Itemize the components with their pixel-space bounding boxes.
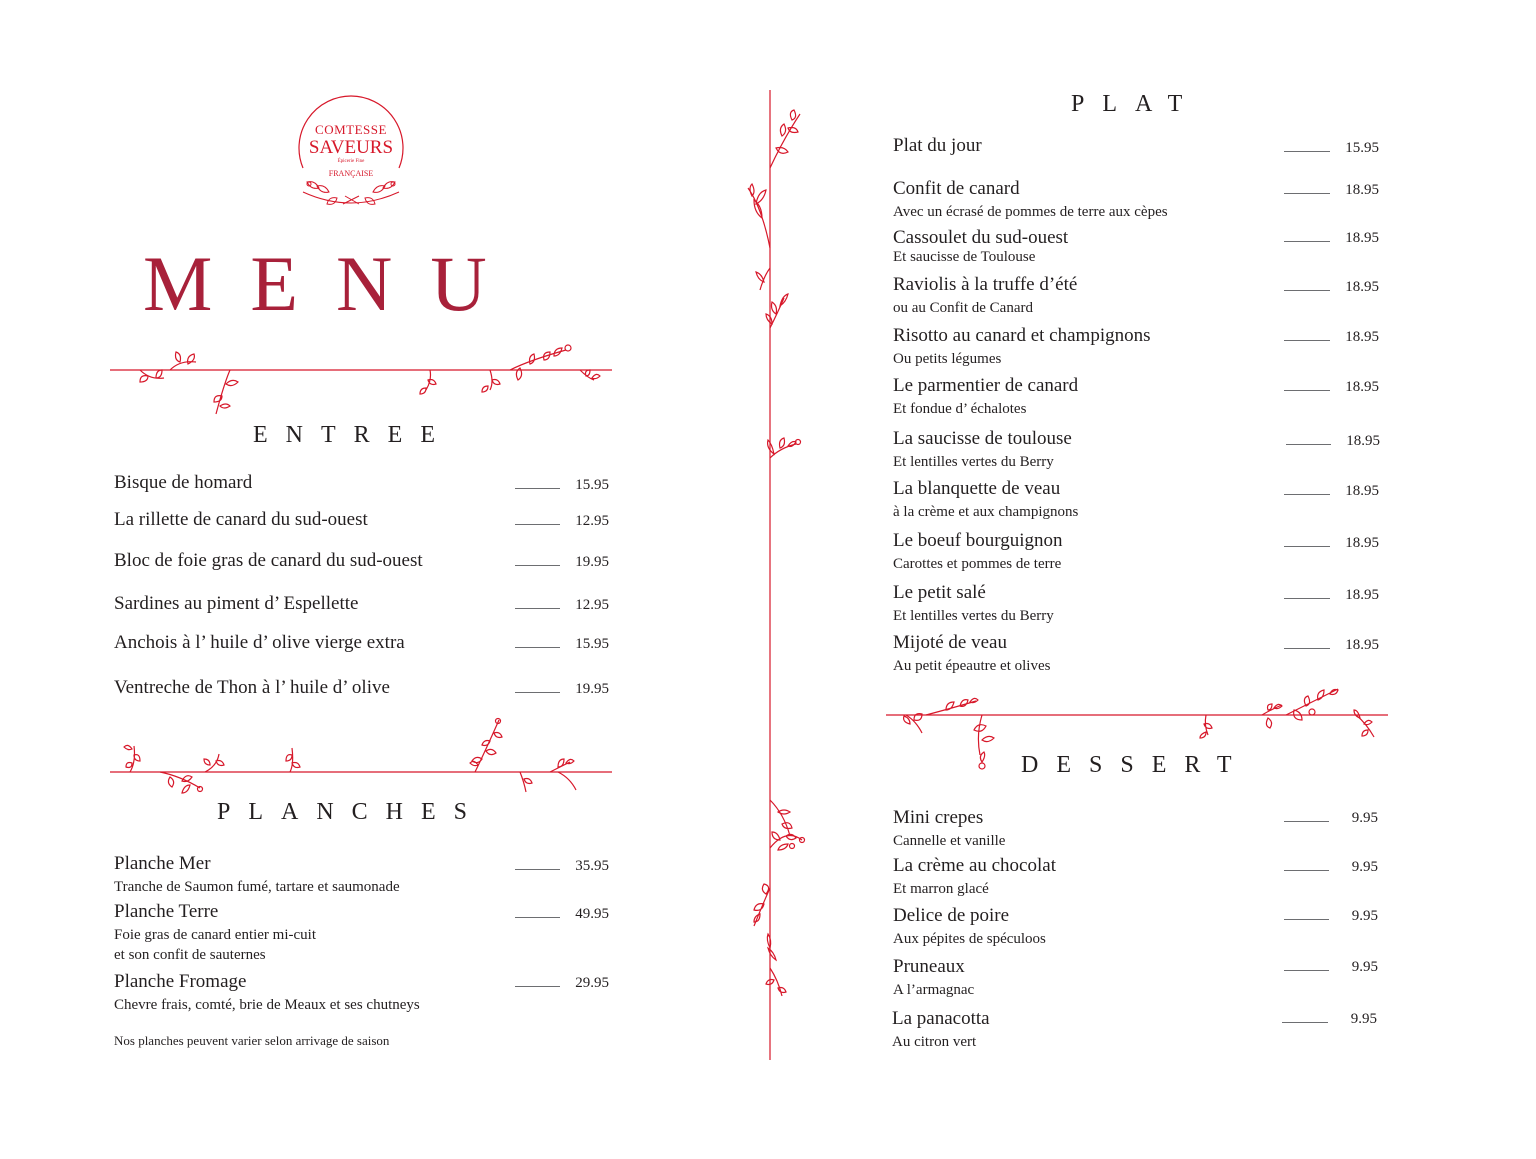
brand-tagline-2: FRANÇAISE [328, 169, 374, 178]
list-item [114, 853, 400, 897]
list-item [893, 956, 974, 1000]
dish-name: Confit de canard [893, 178, 1020, 199]
price-leader [1282, 1022, 1328, 1023]
dish-name: Bisque de homard [114, 472, 253, 493]
dish-price: 9.95 [1351, 908, 1378, 924]
dish-description: Et fondue d’ échalotes [893, 401, 1027, 417]
list-item [114, 472, 252, 494]
vine-icon [740, 88, 830, 1063]
dish-name: La rillette de canard du sud-ouest [114, 509, 368, 530]
dish-price: 18.95 [1345, 230, 1379, 246]
dish-name: Anchois à l’ huile d’ olive vierge extra [114, 632, 405, 653]
dish-name: Cassoulet du sud-ouest [893, 227, 1069, 248]
dish-name: La crème au chocolat [893, 855, 1056, 876]
dish-price: 49.95 [575, 906, 609, 922]
dish-name: Planche Terre [114, 901, 219, 922]
dish-description: Au citron vert [892, 1034, 977, 1050]
list-item [893, 582, 1054, 626]
list-item [893, 227, 1068, 267]
dish-description: ou au Confit de Canard [893, 300, 1033, 316]
list-item [892, 1008, 990, 1052]
list-item [893, 632, 1050, 676]
section-title-planches: PLANCHES [217, 799, 486, 825]
dish-description: A l’armagnac [893, 982, 975, 998]
dish-description: Ou petits légumes [893, 351, 1002, 367]
dish-price: 15.95 [575, 636, 609, 652]
price-leader [515, 524, 560, 525]
dish-description: Carottes et pommes de terre [893, 556, 1062, 572]
dish-name: Ventreche de Thon à l’ huile d’ olive [114, 677, 390, 698]
dish-name: Pruneaux [893, 956, 965, 977]
dish-price: 9.95 [1351, 810, 1378, 826]
dish-name: Mini crepes [893, 807, 984, 828]
dish-description: et son confit de sauternes [114, 947, 266, 963]
dish-name: Le petit salé [893, 582, 986, 603]
list-item [893, 375, 1078, 419]
dish-description: Au petit épeautre et olives [893, 658, 1051, 674]
list-item [893, 135, 982, 157]
dish-description: Chevre frais, comté, brie de Meaux et ses chutneys [114, 997, 420, 1013]
list-item [893, 428, 1072, 472]
list-item [114, 677, 390, 699]
price-leader [1284, 919, 1329, 920]
price-leader [515, 869, 560, 870]
brand-name-line1: COMTESSE [315, 122, 387, 137]
price-leader [1284, 494, 1330, 495]
dish-price: 18.95 [1345, 587, 1379, 603]
list-item [114, 632, 405, 654]
list-item [114, 550, 423, 572]
dish-price: 12.95 [575, 597, 609, 613]
list-item [893, 855, 1056, 899]
dish-name: Le parmentier de canard [893, 375, 1079, 396]
branch-divider-icon [110, 340, 612, 420]
dish-price: 15.95 [575, 477, 609, 493]
dish-price: 19.95 [575, 681, 609, 697]
dish-name: Raviolis à la truffe d’été [893, 274, 1078, 295]
dish-description: Avec un écrasé de pommes de terre aux cèpes [893, 204, 1168, 220]
dish-price: 9.95 [1351, 959, 1378, 975]
list-item [893, 274, 1077, 318]
price-leader [1284, 241, 1330, 242]
dish-price: 18.95 [1345, 182, 1379, 198]
dish-price: 18.95 [1345, 535, 1379, 551]
dish-name: Risotto au canard et champignons [893, 325, 1151, 346]
dish-price: 29.95 [575, 975, 609, 991]
price-leader [1284, 821, 1329, 822]
price-leader [515, 986, 560, 987]
dish-description: Et saucisse de Toulouse [893, 249, 1036, 265]
dish-description: Et marron glacé [893, 881, 989, 897]
dish-description: Foie gras de canard entier mi-cuit [114, 927, 317, 943]
dish-price: 15.95 [1345, 140, 1379, 156]
dish-name: La panacotta [892, 1008, 990, 1029]
dish-description: Et lentilles vertes du Berry [893, 454, 1054, 470]
list-item [893, 478, 1078, 522]
dish-price: 18.95 [1345, 637, 1379, 653]
dish-description: Et lentilles vertes du Berry [893, 608, 1054, 624]
brand-logo [289, 88, 413, 218]
dish-description: à la crème et aux champignons [893, 504, 1079, 520]
dish-description: Cannelle et vanille [893, 833, 1006, 849]
dish-name: Sardines au piment d’ Espellette [114, 593, 359, 614]
price-leader [515, 488, 560, 489]
list-item [893, 807, 1005, 851]
price-leader [1286, 444, 1331, 445]
price-leader [515, 692, 560, 693]
dish-name: Delice de poire [893, 905, 1010, 926]
price-leader [1284, 546, 1330, 547]
planches-note: Nos planches peuvent varier selon arrivage de saison [114, 1033, 390, 1048]
price-leader [1284, 193, 1330, 194]
price-leader [515, 608, 560, 609]
dish-price: 9.95 [1350, 1011, 1377, 1027]
price-leader [515, 565, 560, 566]
section-title-dessert: DESSERT [1021, 752, 1250, 778]
dish-name: Le boeuf bourguignon [893, 530, 1063, 551]
price-leader [515, 917, 560, 918]
dish-name: Planche Fromage [114, 971, 247, 992]
price-leader [1284, 970, 1329, 971]
dish-price: 19.95 [575, 554, 609, 570]
price-leader [515, 647, 560, 648]
list-item [893, 178, 1168, 222]
price-leader [1284, 598, 1330, 599]
dish-description: Tranche de Saumon fumé, tartare et saumonade [114, 879, 400, 895]
dish-name: La blanquette de veau [893, 478, 1061, 499]
dish-name: Bloc de foie gras de canard du sud-ouest [114, 550, 423, 571]
price-leader [1284, 151, 1330, 152]
dish-description: Aux pépites de spéculoos [893, 931, 1046, 947]
list-item [114, 901, 316, 965]
list-item [114, 593, 358, 615]
list-item [893, 325, 1151, 369]
dish-price: 18.95 [1345, 279, 1379, 295]
brand-name-line2: SAVEURS [308, 137, 394, 158]
dish-name: La saucisse de toulouse [893, 428, 1072, 449]
dish-price: 18.95 [1345, 379, 1379, 395]
dish-price: 9.95 [1351, 859, 1378, 875]
dish-price: 35.95 [575, 858, 609, 874]
section-title-plat: PLAT [1071, 91, 1201, 117]
price-leader [1284, 340, 1330, 341]
menu-title: MENU [143, 240, 525, 327]
dish-price: 18.95 [1346, 433, 1380, 449]
section-title-entree: ENTREE [253, 422, 453, 448]
dish-price: 18.95 [1345, 329, 1379, 345]
dish-name: Plat du jour [893, 135, 982, 156]
price-leader [1284, 870, 1329, 871]
dish-name: Planche Mer [114, 853, 211, 874]
dish-name: Mijoté de veau [893, 632, 1007, 653]
dish-price: 18.95 [1345, 483, 1379, 499]
list-item [893, 905, 1046, 949]
brand-tagline: Épicerie Fine [337, 159, 365, 164]
list-item [114, 971, 420, 1015]
dish-price: 12.95 [575, 513, 609, 529]
branch-divider-icon [110, 715, 612, 805]
price-leader [1284, 648, 1330, 649]
price-leader [1284, 390, 1330, 391]
list-item [114, 509, 368, 531]
list-item [893, 530, 1063, 574]
price-leader [1284, 290, 1330, 291]
